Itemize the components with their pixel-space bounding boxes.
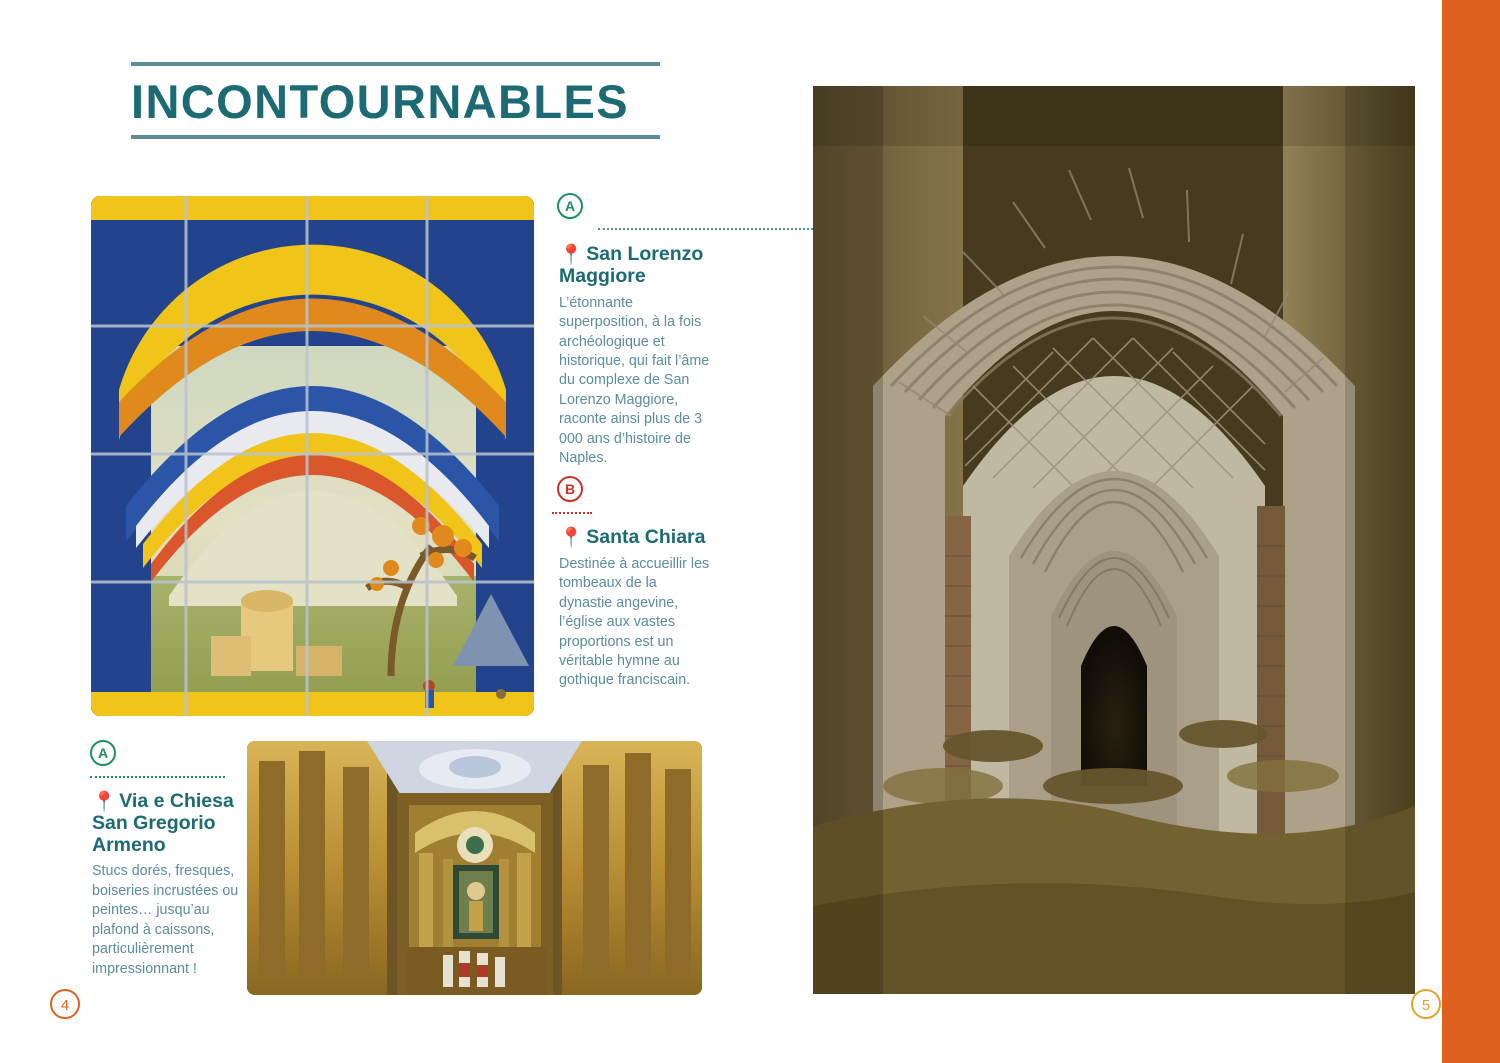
page-number-left: 4 bbox=[50, 989, 80, 1019]
church-interior-photo bbox=[247, 741, 702, 995]
title-rule-bottom bbox=[131, 135, 660, 139]
poi-santa-chiara bbox=[559, 527, 711, 691]
poi-description: L’étonnante superposition, à la fois archéologique et historique, qui fait l’âme du complexe de San Lorenzo Maggiore, raconte ainsi plus de 3 000 ans d’histoire de Naples. bbox=[559, 294, 710, 467]
leader-line-b bbox=[552, 512, 592, 514]
poi-description: Destinée à accueillir les tombeaux de la dynastie angevine, l’église aux vastes proportions est un véritable hymne au gothique franciscain. bbox=[559, 555, 710, 689]
marker-a-bottom[interactable]: A bbox=[90, 740, 116, 766]
page-edge-strip bbox=[1442, 0, 1500, 1063]
poi-name: 📍 San Lorenzo Maggiore bbox=[559, 243, 704, 287]
page-title: INCONTOURNABLES bbox=[131, 75, 629, 128]
underground-ruins-photo bbox=[813, 86, 1415, 994]
leader-line-a-top bbox=[598, 228, 813, 230]
map-pin-icon: 📍 bbox=[559, 244, 584, 266]
section-title-block bbox=[131, 62, 661, 139]
poi-via-chiesa-san-gregorio-armeno bbox=[92, 791, 242, 979]
azulejo-tile-photo bbox=[91, 196, 534, 716]
map-pin-icon: 📍 bbox=[559, 527, 584, 549]
poi-san-lorenzo-maggiore bbox=[559, 244, 711, 469]
title-rule-top bbox=[131, 62, 660, 66]
map-pin-icon: 📍 bbox=[92, 791, 117, 813]
poi-description: Stucs dorés, fresques, boiseries incrustées ou peintes… jusqu’au plafond à caissons, particulièrement impressionnant ! bbox=[92, 863, 239, 977]
poi-name: 📍 Via e Chiesa San Gregorio Armeno bbox=[92, 790, 234, 856]
page-number-right: 5 bbox=[1411, 989, 1441, 1019]
left-page bbox=[0, 0, 740, 1063]
marker-a-top[interactable]: A bbox=[557, 193, 583, 219]
marker-b[interactable]: B bbox=[557, 476, 583, 502]
leader-line-a-bottom bbox=[90, 776, 225, 778]
poi-name: 📍 Santa Chiara bbox=[559, 526, 706, 549]
